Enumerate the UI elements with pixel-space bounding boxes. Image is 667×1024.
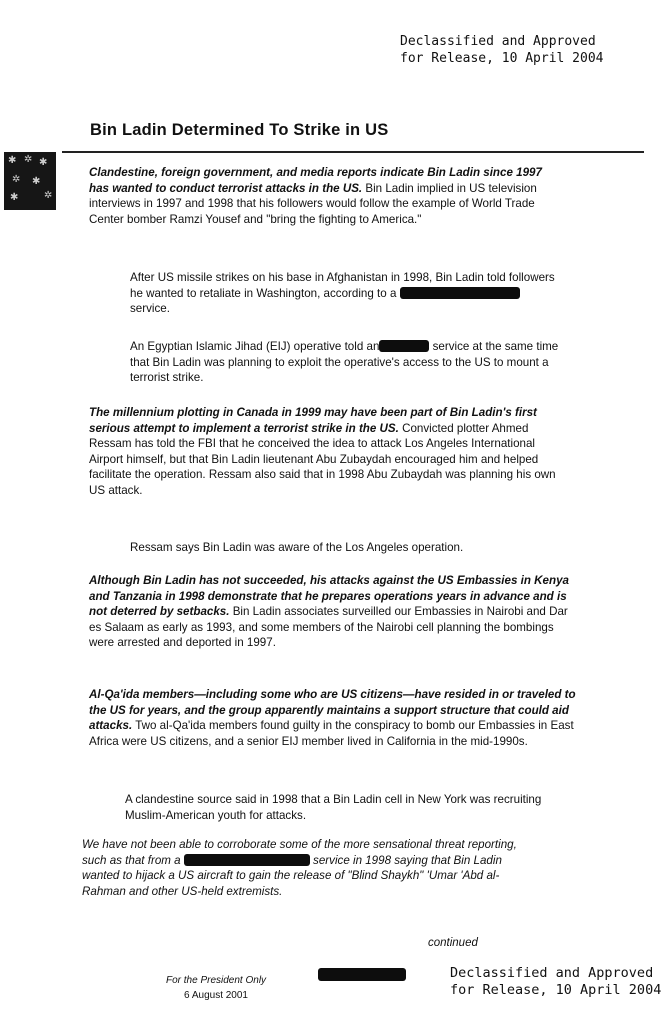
- paragraph-6-lead: Although Bin Ladin has not succeeded, his attacks against the US Embassies in Kenya and Tanzania in 1998 demonstrate that he prepares operations years in advance and is not deterred by setbacks.: [89, 574, 569, 619]
- redaction-block: [379, 340, 429, 352]
- document-title: Bin Ladin Determined To Strike in US: [90, 121, 389, 139]
- continued-label: continued: [428, 937, 478, 949]
- redaction-block: [400, 287, 520, 299]
- declassification-stamp-bottom: [450, 965, 661, 999]
- paragraph-3-before: An Egyptian Islamic Jihad (EIJ) operative told an: [130, 340, 380, 353]
- classification-footer: [166, 973, 266, 1003]
- paragraph-6: [89, 573, 569, 651]
- paragraph-3-after: service at the same time that Bin Ladin was planning to exploit the operative's access to the US to mount a terrorist strike.: [130, 340, 559, 385]
- paragraph-2: [130, 270, 560, 317]
- paragraph-1: [89, 165, 559, 227]
- paragraph-2-before: After US missile strikes on his base in Afghanistan in 1998, Bin Ladin told followers he wanted to retaliate in Washington, according to a: [130, 271, 555, 300]
- paragraph-1-lead: Clandestine, foreign government, and media reports indicate Bin Ladin since 1997 has wanted to conduct terrorist attacks in the US.: [89, 166, 542, 195]
- paragraph-4: [89, 405, 559, 499]
- footer-distribution: For the President Only: [166, 975, 267, 986]
- title-divider: [62, 151, 644, 153]
- paragraph-7-body: Two al-Qa'ida members found guilty in the conspiracy to bomb our Embassies in East Africa were US citizens, and a senior EIJ member lived in California in the mid-1990s.: [89, 719, 574, 748]
- redaction-block: [184, 854, 310, 866]
- paragraph-1-body: Bin Ladin implied in US television interviews in 1997 and 1998 that his followers would follow the example of World Trade Center bomber Ramzi Yousef and "bring the fighting to America.": [89, 181, 537, 226]
- paragraph-6-body: Bin Ladin associates surveilled our Embassies in Nairobi and Dar es Salaam as early as 1993, and some members of the Nairobi cell planning the bombings were arrested and deported in 1997.: [89, 605, 568, 650]
- paragraph-7: [89, 687, 579, 749]
- stamp-line-2: for Release, 10 April 2004: [450, 982, 662, 998]
- stamp-line-2: for Release, 10 April 2004: [400, 51, 604, 66]
- paragraph-9-before: We have not been able to corroborate some of the more sensational threat reporting, such as that from a: [82, 838, 517, 867]
- paragraph-8: A clandestine source said in 1998 that a Bin Ladin cell in New York was recruiting Muslim-American youth for attacks.: [125, 793, 542, 822]
- paragraph-3: [130, 339, 570, 386]
- stamp-line-1: Declassified and Approved: [400, 34, 596, 49]
- declassification-stamp-top: [400, 33, 604, 67]
- paragraph-5: Ressam says Bin Ladin was aware of the Los Angeles operation.: [130, 541, 464, 554]
- paragraph-2-after: service.: [130, 302, 170, 316]
- paragraph-9-after: service in 1998 saying that Bin Ladin wanted to hijack a US aircraft to gain the release of "Blind Shaykh" 'Umar 'Abd al-Rahman and other US-held extremists.: [82, 853, 502, 898]
- paragraph-9: [82, 837, 542, 899]
- agency-seal-icon: ✱ ✲ ✱ ✲ ✱ ✲ ✱: [4, 152, 56, 210]
- stamp-line-1: Declassified and Approved: [450, 965, 654, 981]
- paragraph-4-lead: The millennium plotting in Canada in 1999 may have been part of Bin Ladin's first serious attempt to implement a terrorist strike in the US.: [89, 406, 537, 435]
- paragraph-7-lead: Al-Qa'ida members—including some who are US citizens—have resided in or traveled to the US for years, and the group apparently maintains a support structure that could aid attacks.: [89, 688, 576, 733]
- redaction-block: [318, 968, 406, 981]
- paragraph-4-body: Convicted plotter Ahmed Ressam has told the FBI that he conceived the idea to attack Los Angeles International Airport himself, but that Bin Ladin lieutenant Abu Zubaydah encouraged him and helped facilitate the operation. Ressam also said that in 1998 Abu Zubaydah was planning his own US attack.: [89, 421, 556, 497]
- footer-date: 6 August 2001: [184, 990, 248, 1001]
